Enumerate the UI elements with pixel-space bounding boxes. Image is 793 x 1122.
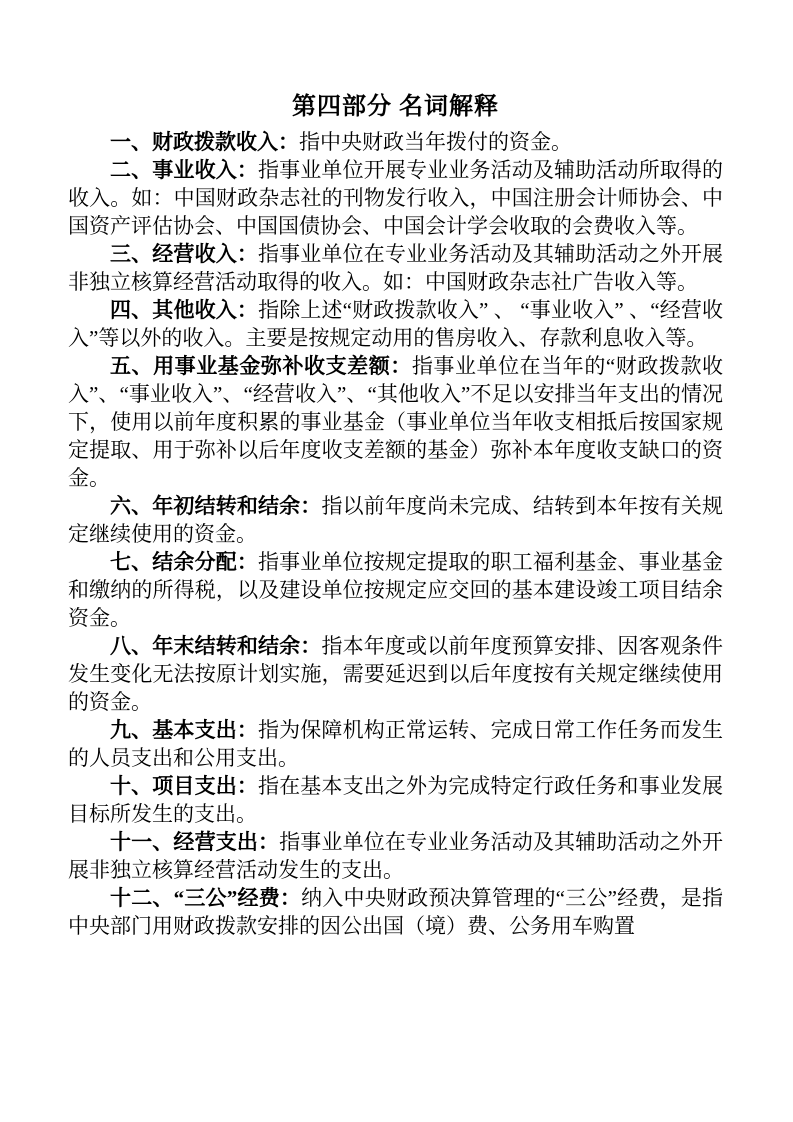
term-label: 八、年末结转和结余： — [110, 634, 322, 658]
glossary-item — [68, 296, 723, 352]
term-label: 七、结余分配： — [110, 550, 258, 574]
term-definition: 指为保障机构正常运转、完成日常工作任务而发生的人员支出和公用支出。 — [68, 718, 723, 770]
term-label: 一、财政拨款收入： — [110, 130, 299, 154]
glossary-item — [68, 240, 723, 296]
glossary-item — [68, 352, 723, 492]
term-definition: 指本年度或以前年度预算安排、因客观条件发生变化无法按原计划实施，需要延迟到以后年度按有关规定继续使用的资金。 — [68, 634, 724, 714]
term-label: 十、项目支出： — [110, 774, 258, 798]
term-definition: 纳入中央财政预决算管理的“三公”经费，是指中央部门用财政拨款安排的因公出国（境）费、公务用车购置 — [68, 886, 724, 938]
term-label: 二、事业收入： — [110, 158, 258, 182]
term-definition: 指除上述“财政拨款收入” 、 “事业收入” 、“经营收入”等以外的收入。主要是按规定动用的售房收入、存款利息收入等。 — [68, 298, 724, 350]
glossary-item — [68, 548, 723, 632]
term-definition: 指事业单位在当年的“财政拨款收入”、“事业收入”、“经营收入”、“其他收入”不足以安排当年支出的情况下，使用以前年度积累的事业基金（事业单位当年收支相抵后按国家规定提取、用于弥补以后年度收支差额的基金）弥补本年度收支缺口的资金。 — [68, 354, 723, 490]
glossary-item — [68, 828, 723, 884]
term-definition: 指在基本支出之外为完成特定行政任务和事业发展目标所发生的支出。 — [68, 774, 723, 826]
page-title: 第四部分 名词解释 — [292, 94, 499, 120]
term-label: 九、基本支出： — [110, 718, 258, 742]
glossary-item — [68, 128, 723, 156]
term-definition: 指以前年度尚未完成、结转到本年按有关规定继续使用的资金。 — [68, 494, 724, 546]
term-definition: 指中央财政当年拨付的资金。 — [299, 130, 572, 154]
term-definition: 指事业单位在专业业务活动及其辅助活动之外开展非独立核算经营活动取得的收入。如：中国财政杂志社广告收入等。 — [68, 242, 723, 294]
term-definition: 指事业单位开展专业业务活动及辅助活动所取得的收入。如：中国财政杂志社的刊物发行收入，中国注册会计师协会、中国资产评估协会、中国国债协会、中国会计学会收取的会费收入等。 — [68, 158, 723, 238]
glossary-item — [68, 632, 723, 716]
glossary-item — [68, 156, 723, 240]
term-label: 六、年初结转和结余： — [110, 494, 322, 518]
term-label: 三、经营收入： — [110, 242, 258, 266]
term-label: 十二、“三公”经费： — [110, 886, 302, 910]
term-definition: 指事业单位在专业业务活动及其辅助活动之外开展非独立核算经营活动发生的支出。 — [68, 830, 724, 882]
term-definition: 指事业单位按规定提取的职工福利基金、事业基金和缴纳的所得税，以及建设单位按规定应交回的基本建设竣工项目结余资金。 — [68, 550, 723, 630]
glossary-item — [68, 884, 723, 940]
glossary-item — [68, 492, 723, 548]
glossary-list — [68, 128, 723, 940]
glossary-item — [68, 716, 723, 772]
term-label: 五、用事业基金弥补收支差额： — [110, 354, 412, 378]
term-label: 十一、经营支出： — [110, 830, 280, 854]
term-label: 四、其他收入： — [110, 298, 259, 322]
glossary-item — [68, 772, 723, 828]
